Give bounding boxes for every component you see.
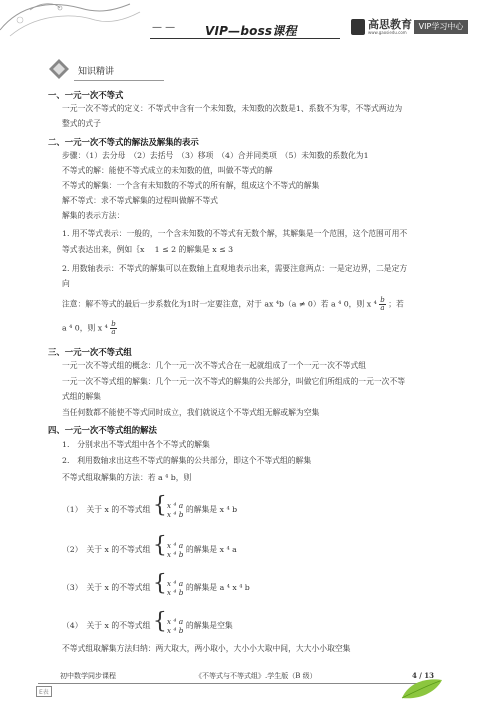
s2-note1-text: 注意：解不等式的最后一步系数化为1时一定要注意，对于 ax ⁴b（a ≠ 0）若 a ⁴ 0，则 x ⁴ — [62, 299, 377, 309]
inequality-system — [167, 501, 184, 519]
s4-case-2 — [62, 533, 237, 559]
frac-den: a — [111, 328, 116, 336]
case-label: （3） 关于 x 的不等式组 — [62, 583, 151, 592]
footer-page-number: 4 / 13 — [412, 671, 435, 680]
s1-line1: 一元一次不等式的定义：不等式中含有一个未知数，未知数的次数是1、系数不为零，不等式两边为 — [62, 104, 403, 113]
system-row-1: x ⁴ a — [166, 617, 184, 626]
heading-s1: 一、一元一次不等式 — [48, 90, 124, 100]
header-badge: VIP学习中心 — [414, 20, 468, 34]
case-result: 的解集是 x ⁴ b — [185, 505, 238, 514]
left-brace: { — [152, 533, 167, 558]
heading-s3: 三、一元一次不等式组 — [48, 347, 132, 357]
s3-line4: 当任何数都不能使不等式同时成立，我们就说这个不等式组无解或解为空集 — [62, 408, 320, 417]
case-result: 的解集是空集 — [185, 621, 233, 630]
footer-divider — [38, 683, 438, 684]
s4-case-1 — [62, 493, 238, 519]
frac-den: a — [380, 304, 385, 312]
s4-line1: 1. 分别求出不等式组中各个不等式的解集 — [62, 440, 210, 449]
case-result: 的解集是 a ⁴ x ⁴ b — [185, 583, 250, 592]
logo-name: 高思教育 — [368, 18, 412, 31]
s2-note2 — [62, 321, 117, 336]
heading-s2: 二、一元一次不等式的解法及解集的表示 — [48, 137, 199, 147]
heading-s4: 四、一元一次不等式组的解法 — [48, 425, 157, 435]
s4-case-3 — [62, 571, 250, 597]
frac-num: b — [111, 320, 116, 328]
s4-rule: 不等式组取解集方法归纳：两大取大，两小取小，大小小大取中间，大大小小取空集 — [62, 644, 351, 653]
header-underline — [150, 38, 340, 39]
s2-solution-set: 不等式的解集：一个含有未知数的不等式的所有解，组成这个不等式的解集 — [62, 181, 320, 190]
section-diamond-icon — [48, 58, 70, 80]
s2-method2-b: 向 — [62, 279, 70, 288]
case-label: （4） 关于 x 的不等式组 — [62, 621, 151, 630]
header-dashes: — — — [152, 22, 176, 33]
s2-note1-end: ；若 — [388, 299, 404, 309]
s4-case-4 — [62, 609, 233, 635]
s3-line3: 式组的解集 — [62, 392, 101, 401]
s3-line2: 一元一次不等式组的解集：几个一元一次不等式的解集的公共部分，叫做它们所组成的一元一次不等 — [62, 377, 406, 386]
left-brace: { — [152, 609, 167, 634]
frac-num: b — [380, 296, 385, 304]
header-title: VIP—boss课程 — [205, 24, 297, 38]
s2-method2-a: 2. 用数轴表示：不等式的解集可以在数轴上直观地表示出来，需要注意两点：一是定边界，二是定方 — [62, 264, 408, 273]
footer-course: 初中数学同步课程 — [60, 672, 116, 680]
fraction-b-over-a — [379, 297, 385, 312]
system-row-2: x ⁴ b — [166, 550, 184, 559]
s2-method1-b: 等式表达出来，例如｛x 1 ≤ 2 的解集是 x ≤ 3 — [62, 245, 234, 254]
s2-note2-text: a ⁴ 0，则 x ⁴ — [62, 323, 108, 333]
s2-note1 — [62, 297, 404, 312]
system-row-2: x ⁴ b — [166, 626, 184, 635]
s2-repr: 解集的表示方法： — [62, 211, 125, 220]
inequality-system — [167, 579, 184, 597]
s2-method1-a: 1. 用不等式表示：一般的，一个含未知数的不等式有无数个解，其解集是一个范围，这个范围可用不 — [62, 229, 408, 238]
s2-steps: 步骤：（1）去分母 （2）去括号 （3）移项 （4）合并同类项 （5）未知数的系数化为1 — [62, 151, 369, 160]
inequality-system — [167, 541, 184, 559]
header-swirl-decoration — [0, 0, 150, 40]
s1-line2: 整式的式子 — [62, 119, 101, 128]
s4-line2: 2. 利用数轴求出这些不等式的解集的公共部分，即这个不等式组的解集 — [62, 456, 312, 465]
s2-solve: 解不等式：求不等式解集的过程叫做解不等式 — [62, 196, 218, 205]
logo-icon — [351, 19, 365, 35]
inequality-system — [167, 617, 184, 635]
system-row-1: x ⁴ a — [166, 501, 184, 510]
section-title: 知识精讲 — [78, 67, 115, 77]
left-brace: { — [152, 571, 167, 596]
s3-line1: 一元一次不等式组的概念：几个一元一次不等式合在一起就组成了一个一元一次不等式组 — [62, 361, 367, 370]
system-row-1: x ⁴ a — [166, 579, 184, 588]
s4-line3: 不等式组取解集的方法：若 a ⁴ b，则 — [62, 473, 192, 482]
logo-url: www.gaosiedu.com — [368, 30, 407, 35]
system-row-2: x ⁴ b — [166, 510, 184, 519]
case-label: （2） 关于 x 的不等式组 — [62, 545, 151, 554]
footer-stamp: E表 — [36, 686, 52, 697]
left-brace: { — [152, 493, 167, 518]
system-row-1: x ⁴ a — [166, 541, 184, 550]
footer-doc-title: 《不等式与不等式组》.学生版（B 级） — [195, 672, 317, 680]
case-result: 的解集是 x ⁴ a — [185, 545, 237, 554]
system-row-2: x ⁴ b — [166, 588, 184, 597]
leaf-icon — [396, 676, 446, 702]
section-underline — [74, 80, 164, 81]
s2-solution: 不等式的解：能使不等式成立的未知数的值，叫做不等式的解 — [62, 166, 273, 175]
fraction-b-over-a — [110, 321, 116, 336]
case-label: （1） 关于 x 的不等式组 — [62, 505, 151, 514]
